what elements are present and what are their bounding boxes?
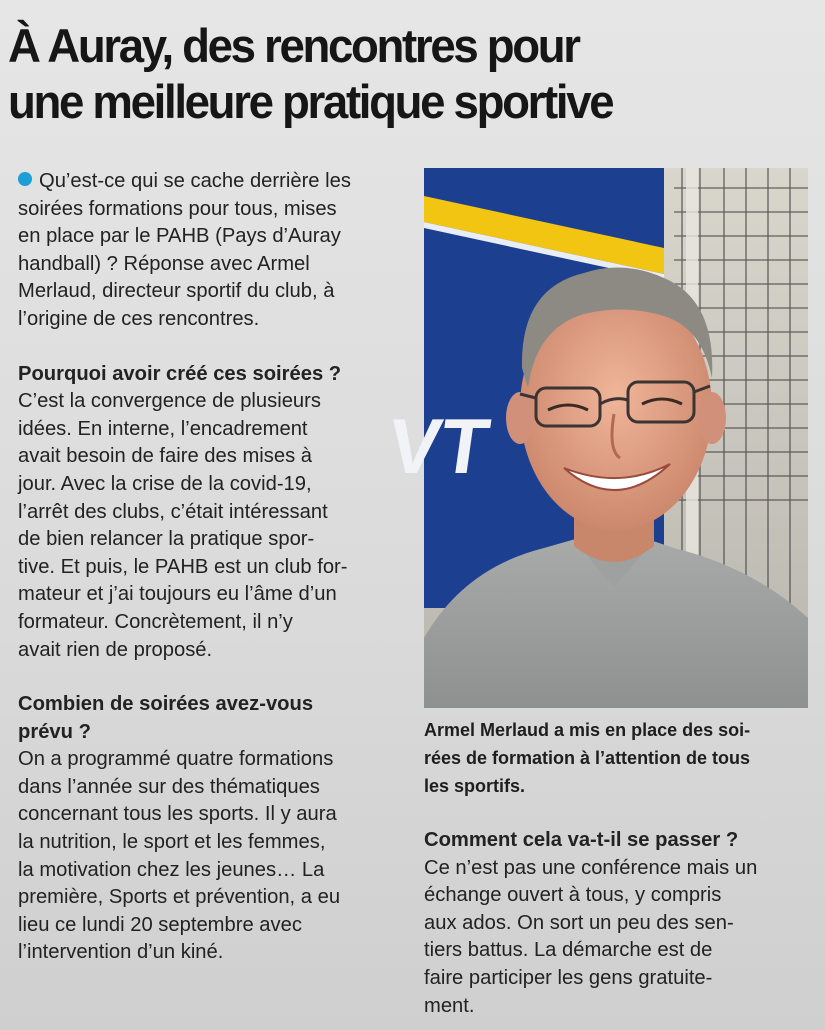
answer-line: aux ados. On sort un peu des sen- (424, 911, 734, 934)
answer-line: l’arrêt des clubs, c’était intéressant (18, 500, 328, 523)
intro-line: en place par le PAHB (Pays d’Auray (18, 225, 341, 248)
answer-line: l’intervention d’un kiné. (18, 941, 224, 964)
answer-2 (18, 746, 396, 967)
intro-paragraph (18, 168, 396, 334)
intro-line: Qu’est-ce qui se cache derrière les (39, 170, 351, 192)
answer-3 (424, 855, 790, 1021)
answer-line: ment. (424, 994, 475, 1017)
answer-line: de bien relancer la pratique spor- (18, 528, 315, 551)
answer-line: tive. Et puis, le PAHB est un club for- (18, 555, 348, 578)
answer-line: formateur. Concrètement, il n’y (18, 610, 293, 633)
photo-caption (424, 716, 790, 800)
answer-line: idées. En interne, l’encadrement (18, 417, 308, 440)
question-2-line-2: prévu ? (18, 720, 91, 743)
intro-line: soirées formations pour tous, mises (18, 197, 337, 220)
headline-line-2: une meilleure pratique sportive (8, 75, 613, 128)
answer-line: jour. Avec la crise de la covid-19, (18, 472, 312, 495)
headline-line-1: À Auray, des rencontres pour (8, 19, 579, 72)
answer-line: faire participer les gens gratuite- (424, 966, 713, 989)
question-2-line-1: Combien de soirées avez-vous (18, 693, 314, 716)
left-column (18, 168, 396, 967)
answer-line: concernant tous les sports. Il y aura (18, 803, 337, 826)
intro-line: l’origine de ces rencontres. (18, 307, 260, 330)
answer-1 (18, 388, 396, 664)
answer-line: la motivation chez les jeunes… La (18, 858, 325, 881)
answer-line: première, Sports et prévention, a eu (18, 886, 341, 909)
question-1: Pourquoi avoir créé ces soirées ? (18, 362, 342, 385)
answer-line: échange ouvert à tous, y compris (424, 884, 722, 907)
answer-line: dans l’année sur des thématiques (18, 775, 320, 798)
answer-line: On a programmé quatre formations (18, 748, 334, 771)
answer-line: mateur et j’ai toujours eu l’âme d’un (18, 583, 337, 606)
svg-text:VT: VT (382, 402, 495, 490)
answer-line: avait rien de proposé. (18, 638, 213, 661)
headline (8, 18, 794, 130)
caption-line: rées de formation à l’attention de tous (424, 748, 751, 768)
answer-line: avait besoin de faire des mises à (18, 445, 313, 468)
answer-line: C’est la convergence de plusieurs (18, 390, 321, 413)
answer-line: Ce n’est pas une conférence mais un (424, 856, 758, 879)
intro-line: handball) ? Réponse avec Armel (18, 252, 310, 275)
question-2 (18, 691, 396, 746)
portrait-photo (382, 168, 808, 708)
portrait-illustration (382, 168, 808, 708)
caption-line: les sportifs. (424, 776, 526, 796)
answer-line: lieu ce lundi 20 septembre avec (18, 913, 302, 936)
intro-line: Merlaud, directeur sportif du club, à (18, 280, 335, 303)
blue-dot-icon (18, 172, 32, 186)
answer-line: tiers battus. La démarche est de (424, 939, 713, 962)
right-column (424, 716, 790, 1020)
caption-line: Armel Merlaud a mis en place des soi- (424, 720, 751, 740)
answer-line: la nutrition, le sport et les femmes, (18, 831, 326, 854)
question-3: Comment cela va-t-il se passer ? (424, 829, 739, 851)
